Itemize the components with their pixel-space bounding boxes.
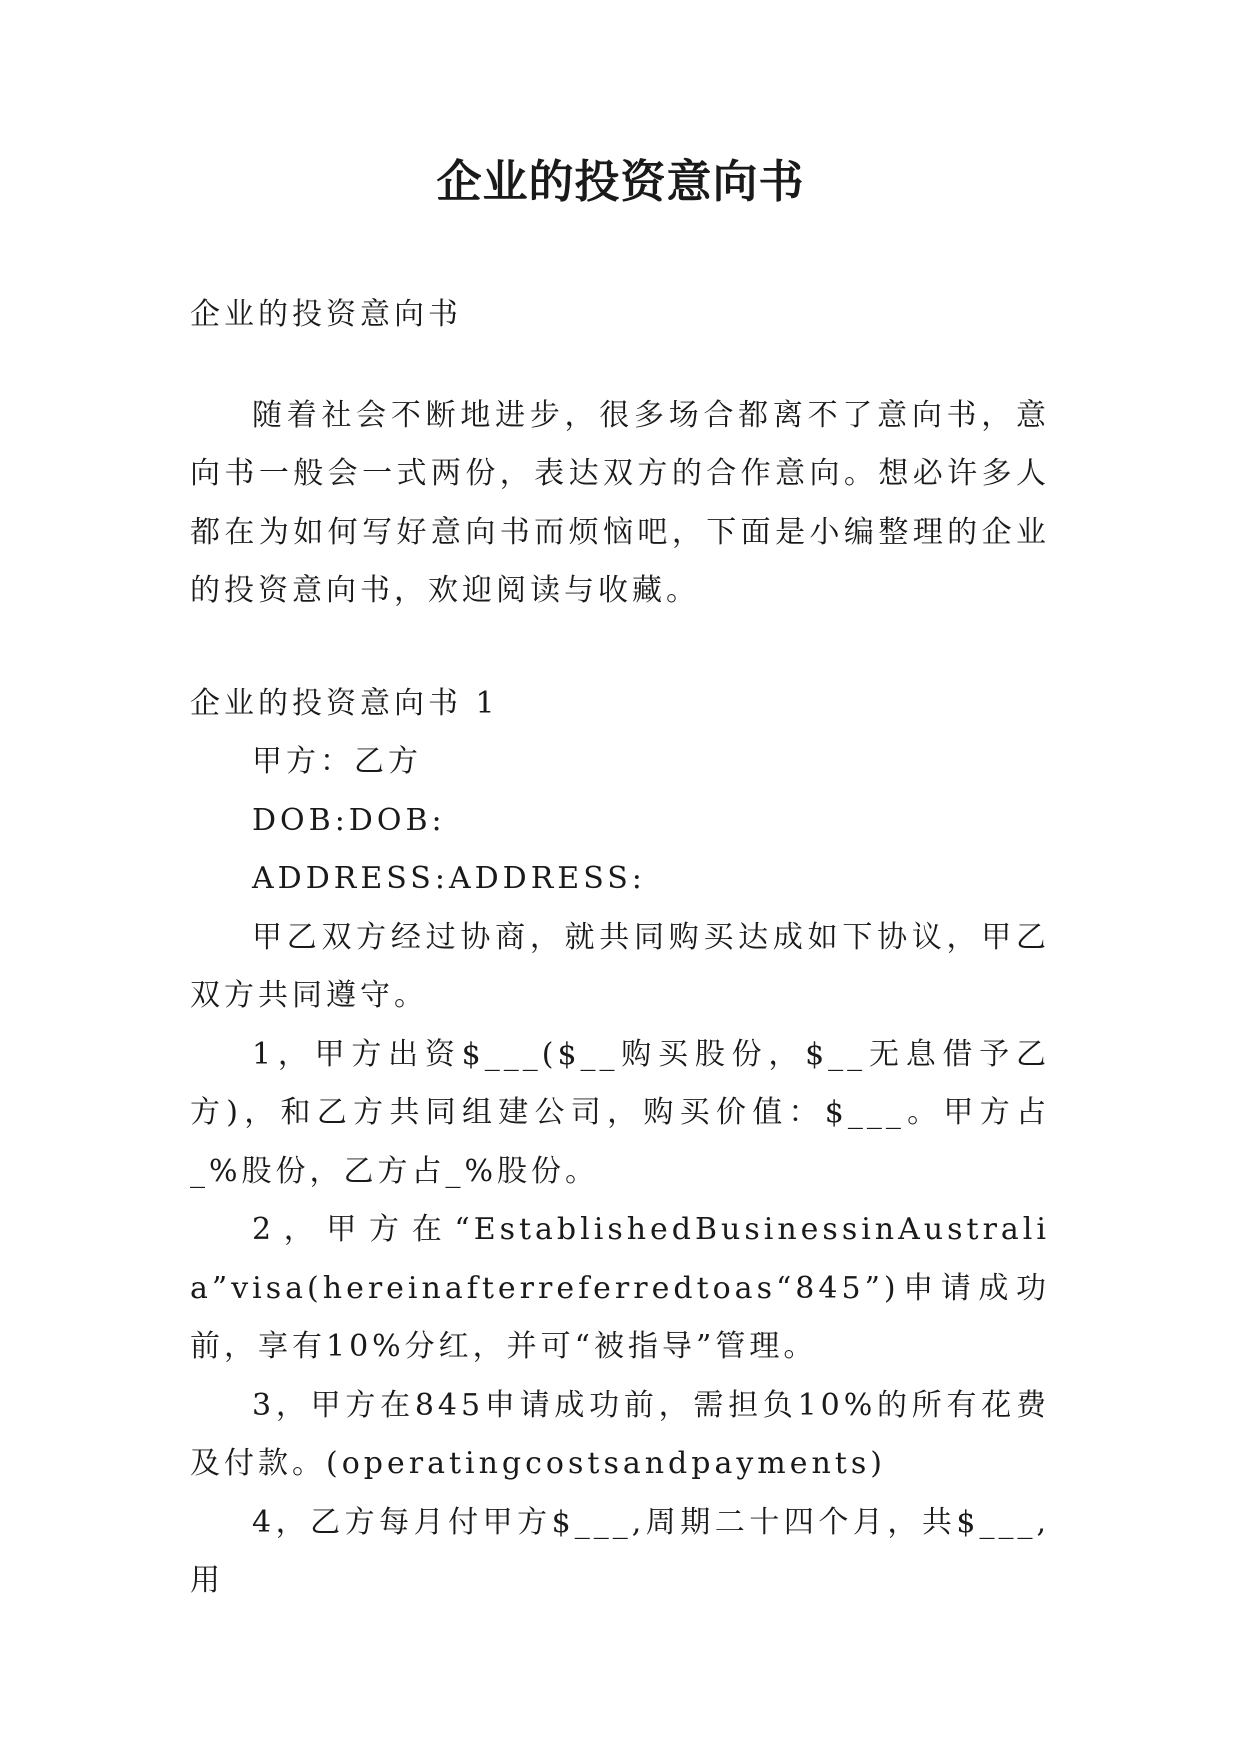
clause-1: 1，甲方出资$___($__购买股份，$__无息借予乙方)，和乙方共同组建公司，购买价值：$___。甲方占_%股份，乙方占_%股份。 <box>190 1036 1050 1189</box>
clause-4: 4，乙方每月付甲方$___,周期二十四个月，共$___,用 <box>190 1504 1050 1598</box>
document-body <box>190 286 1050 1611</box>
address-line: ADDRESS:ADDRESS: <box>252 861 646 896</box>
clause-2: 2，甲方在“EstablishedBusinessinAustralia”visa(hereinafterreferredtoas“845”)申请成功前，享有10%分红，并可“被指导”管理。 <box>190 1212 1050 1364</box>
party-line: 甲方：乙方 <box>252 744 422 779</box>
dob-line: DOB:DOB: <box>252 802 446 838</box>
agreement-paragraph: 甲乙双方经过协商，就共同购买达成如下协议，甲乙双方共同遵守。 <box>190 919 1050 1013</box>
document-subtitle: 企业的投资意向书 <box>190 297 462 332</box>
document-title: 企业的投资意向书 <box>436 155 805 208</box>
clause-3: 3，甲方在845申请成功前，需担负10%的所有花费及付款。(operatingcostsandpayments) <box>190 1387 1050 1481</box>
section-heading: 企业的投资意向书 1 <box>190 685 499 721</box>
intro-paragraph: 随着社会不断地进步，很多场合都离不了意向书，意向书一般会一式两份，表达双方的合作意向。想必许多人都在为如何写好意向书而烦恼吧，下面是小编整理的企业的投资意向书，欢迎阅读与收藏。 <box>190 397 1050 608</box>
